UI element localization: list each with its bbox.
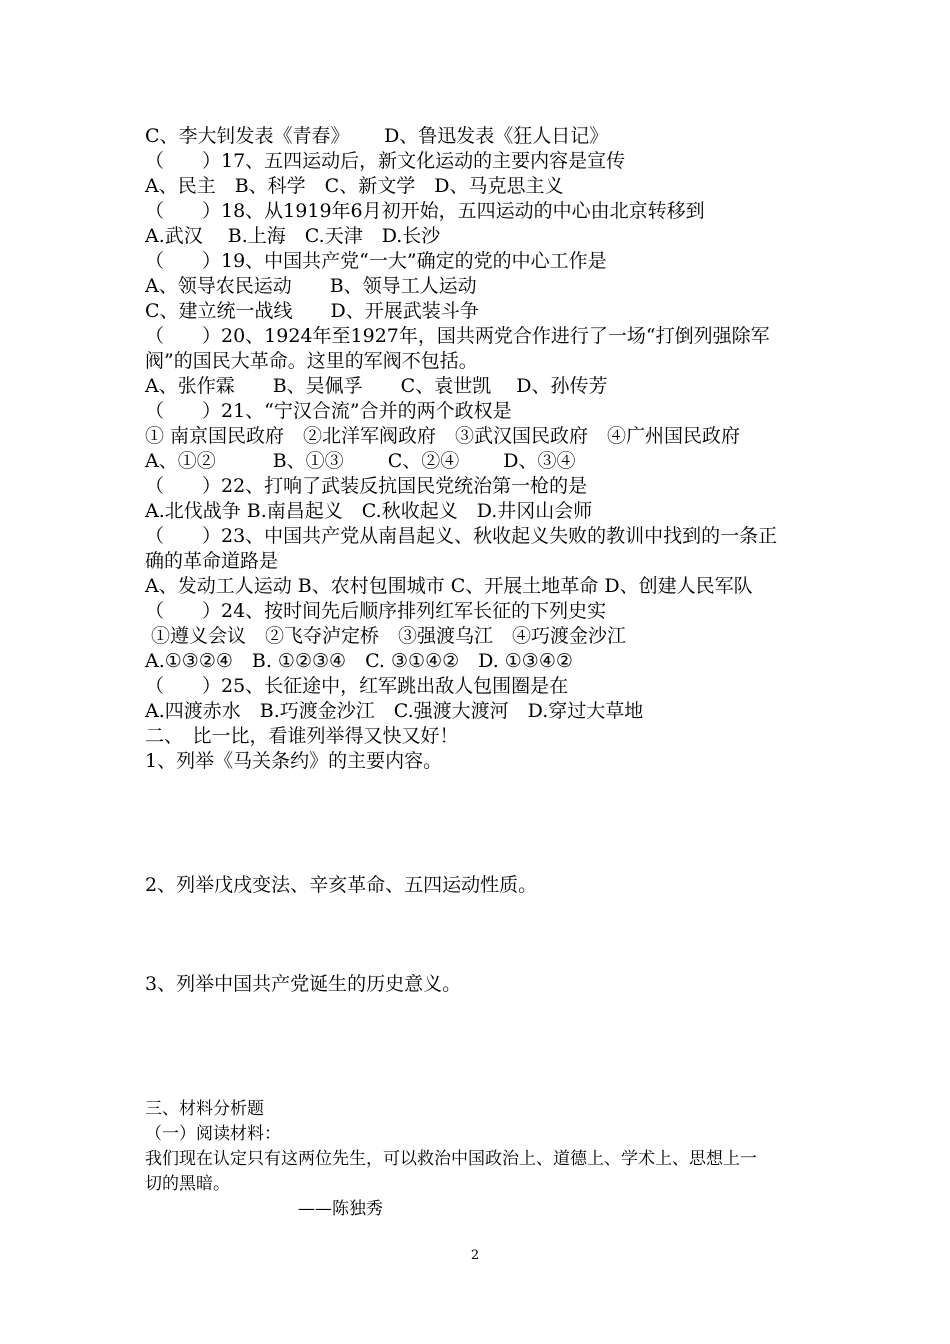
material-one-quote-cont: 切的黑暗。	[145, 1174, 230, 1194]
section-two-item-2: 2、列举戊戌变法、辛亥革命、五四运动性质。	[145, 874, 538, 896]
q16-options-cd: C、李大钊发表《青春》 D、鲁迅发表《狂人日记》	[145, 125, 609, 147]
q24-question: （ ）24、按时间先后顺序排列红军长征的下列史实	[145, 600, 607, 622]
q22-question: （ ）22、打响了武装反抗国民党统治第一枪的是	[145, 475, 588, 497]
section-two-heading: 二、 比一比，看谁列举得又快又好！	[145, 725, 459, 747]
q25-question: （ ）25、长征途中，红军跳出敌人包围圈是在	[145, 675, 569, 697]
q21-options: A、①② B、①③ C、②④ D、③④	[145, 450, 576, 472]
q18-options: A.武汉 B.上海 C.天津 D.长沙	[145, 225, 441, 247]
q23-question: （ ）23、中国共产党从南昌起义、秋收起义失败的教训中找到的一条正	[145, 525, 778, 547]
section-three-heading: 三、材料分析题	[145, 1099, 264, 1119]
page-number: 2	[470, 1248, 480, 1263]
q20-question: （ ）20、1924年至1927年，国共两党合作进行了一场“打倒列强除军	[145, 325, 770, 347]
material-one-heading: （一）阅读材料：	[145, 1124, 281, 1144]
q19-options-ab: A、领导农民运动 B、领导工人运动	[145, 275, 477, 297]
q22-options: A.北伐战争 B.南昌起义 C.秋收起义 D.井冈山会师	[145, 500, 593, 522]
q24-items: ①遵义会议 ②飞夺泸定桥 ③强渡乌江 ④巧渡金沙江	[145, 625, 627, 647]
section-two-item-3: 3、列举中国共产党诞生的历史意义。	[145, 973, 462, 995]
q19-question: （ ）19、中国共产党“一大”确定的党的中心工作是	[145, 250, 607, 272]
q17-question: （ ）17、五四运动后，新文化运动的主要内容是宣传	[145, 150, 626, 172]
q23-options: A、发动工人运动 B、农村包围城市 C、开展土地革命 D、创建人民军队	[145, 575, 753, 597]
material-one-quote: 我们现在认定只有这两位先生，可以救治中国政治上、道德上、学术上、思想上一	[145, 1149, 757, 1169]
q19-options-cd: C、建立统一战线 D、开展武装斗争	[145, 300, 479, 322]
q18-question: （ ）18、从1919年6月初开始，五四运动的中心由北京转移到	[145, 200, 705, 222]
q17-options: A、民主 B、科学 C、新文学 D、马克思主义	[145, 175, 564, 197]
q20-options: A、张作霖 B、吴佩孚 C、袁世凯 D、孙传芳	[145, 375, 608, 397]
q24-options: A.①③②④ B. ①②③④ C. ③①④② D. ①③④②	[145, 650, 573, 672]
q25-options: A.四渡赤水 B.巧渡金沙江 C.强渡大渡河 D.穿过大草地	[145, 700, 644, 722]
q21-items: ① 南京国民政府 ②北洋军阀政府 ③武汉国民政府 ④广州国民政府	[145, 425, 741, 447]
q21-question: （ ）21、“宁汉合流”合并的两个政权是	[145, 400, 512, 422]
q20-question-cont: 阀”的国民大革命。这里的军阀不包括。	[145, 350, 478, 372]
q23-question-cont: 确的革命道路是	[145, 550, 279, 572]
section-two-item-1: 1、列举《马关条约》的主要内容。	[145, 750, 443, 772]
material-one-attribution: ——陈独秀	[145, 1199, 383, 1219]
